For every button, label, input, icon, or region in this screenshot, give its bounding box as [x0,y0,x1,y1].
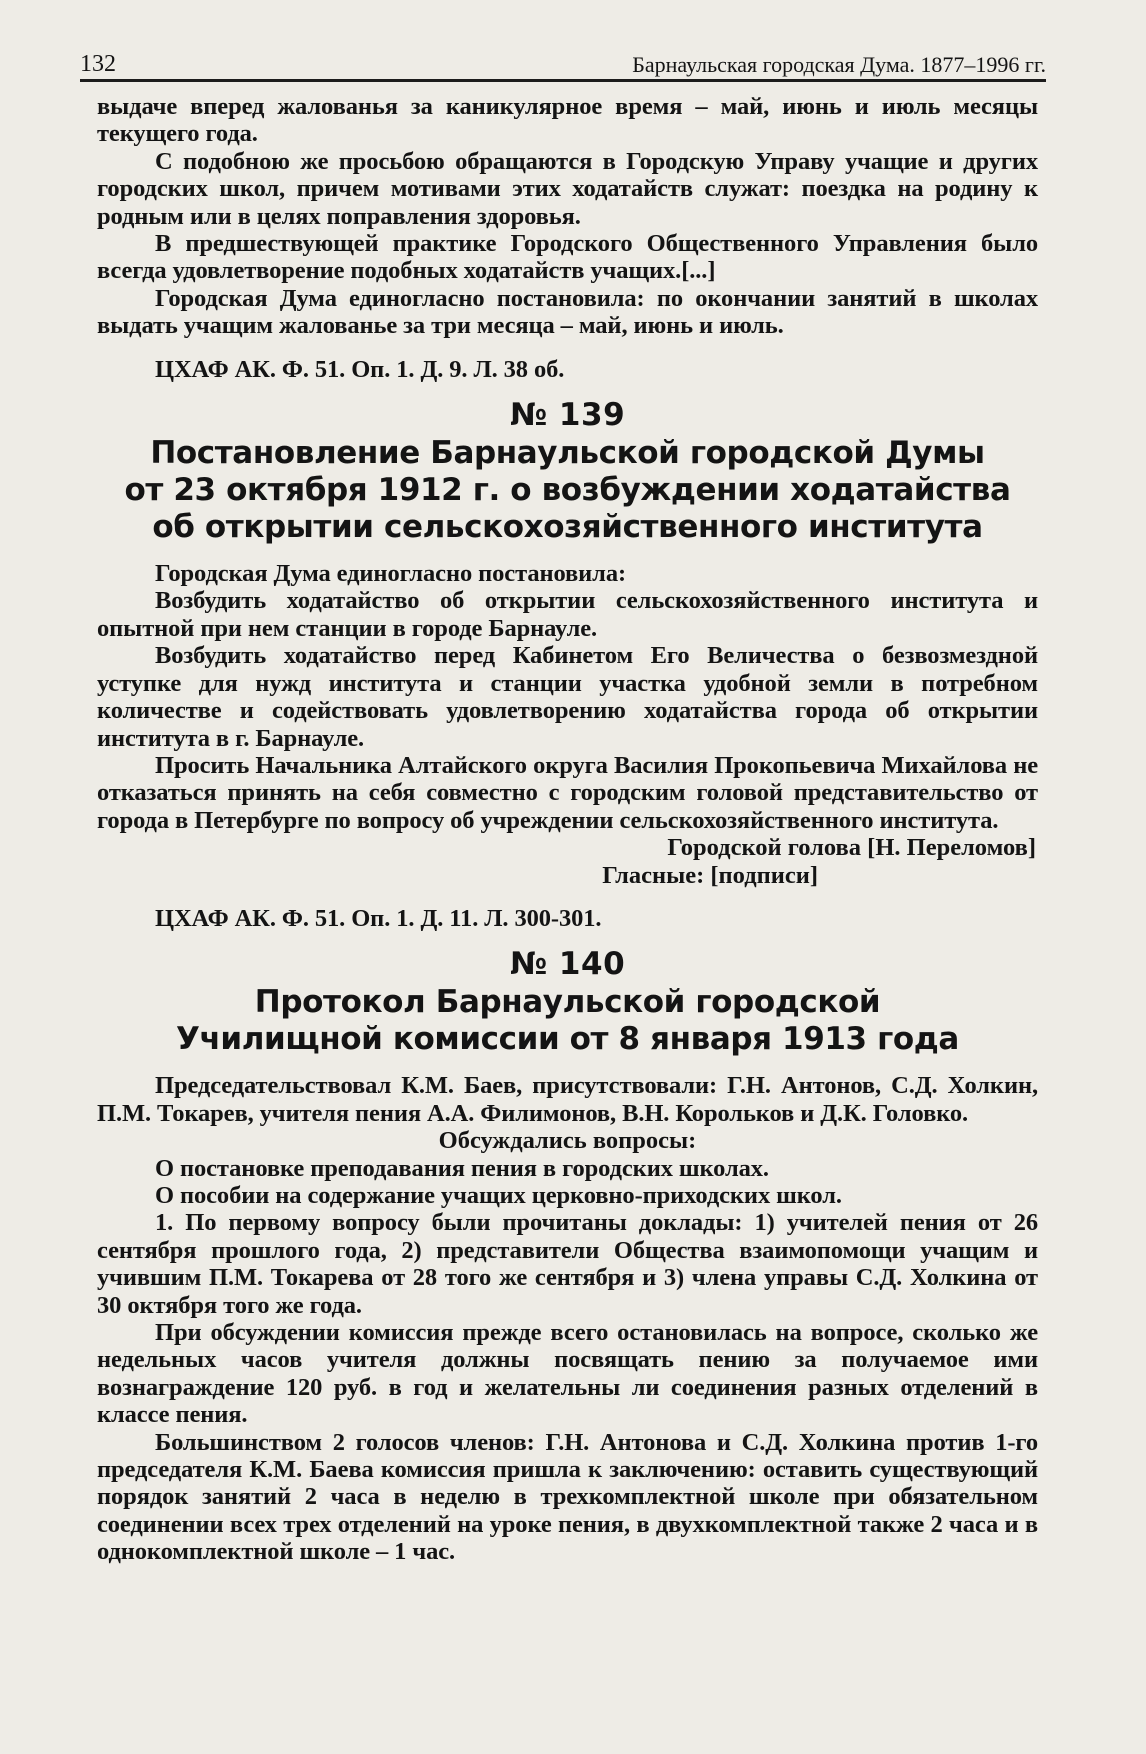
doc139-paragraph: Просить Начальника Алтайского округа Василия Прокопьевича Михайлова не отказаться принять на себя совместно с городским головой представительство от города в Петербурге по вопросу об учреждении сельскохозяйственного института. [97,751,1038,834]
document-number-140: № 140 [509,946,626,983]
title-line: Протокол Барнаульской городской [254,984,881,1021]
doc139-paragraph: Возбудить ходатайство об открытии сельскохозяйственного института и опытной при нем станции в городе Барнауле. [97,587,1038,642]
intro-paragraph: выдаче вперед жалованья за каникулярное время – май, июнь и июль месяцы текущего года. [97,93,1038,148]
intro-paragraph: В предшествующей практике Городского Общественного Управления было всегда удовлетворение подобных ходатайств учащих.[...] [97,230,1038,285]
doc140-paragraph: При обсуждении комиссия прежде всего остановилась на вопросе, сколько же недельных часов учителя должны посвящать пению за получаемое ими вознаграждение 120 руб. в год и желательны ли соединения разных отделений в классе пения. [97,1319,1038,1429]
header-rule [80,79,1046,82]
page-body [97,93,1038,1566]
signature-councillors: Гласные: [подписи] [602,861,818,889]
doc139-paragraph: Городская Дума единогласно постановила: [155,560,627,588]
document-number-139: № 139 [509,397,626,434]
document-title-140 [97,984,1038,1058]
document-title-139 [97,435,1038,546]
title-line: об открытии сельскохозяйственного института [152,509,983,546]
title-line: Училищной комиссии от 8 января 1913 года [176,1021,959,1058]
running-header [80,44,1046,78]
signature-block [97,834,1038,889]
archive-reference: ЦХАФ АК. Ф. 51. Оп. 1. Д. 11. Л. 300-301. [155,904,602,932]
archive-reference: ЦХАФ АК. Ф. 51. Оп. 1. Д. 9. Л. 38 об. [155,355,565,383]
agenda-item: О постановке преподавания пения в городских школах. [155,1154,769,1182]
doc140-paragraph: Большинством 2 голосов членов: Г.Н. Антонова и С.Д. Холкина против 1-го председателя К.М. Баева комиссия пришла к заключению: оставить существующий порядок занятий 2 часа в неделю в трехкомплектной школе при обязательном соединении всех трех отделений на уроке пения, в двухкомплектной также 2 часа и в однокомплектной школе – 1 час. [97,1428,1038,1566]
doc140-paragraph: 1. По первому вопросу были прочитаны доклады: 1) учителей пения от 26 сентября прошлого года, 2) представители Общества взаимопомощи учащим и учившим П.М. Токарева от 28 того же сентября и 3) члена управы С.Д. Холкина от 30 октября того же года. [97,1209,1038,1319]
running-title: Барнаульская городская Дума. 1877–1996 гг. [632,52,1046,77]
signature-mayor: Городской голова [Н. Переломов] [667,834,1036,862]
attendance-paragraph: Председательствовал К.М. Баев, присутствовали: Г.Н. Антонов, С.Д. Холкин, П.М. Токарев, учителя пения А.А. Филимонов, В.Н. Корольков и Д.К. Головко. [97,1072,1038,1127]
agenda-item: О пособии на содержание учащих церковно-приходских школ. [155,1181,842,1209]
title-line: Постановление Барнаульской городской Думы [150,435,985,472]
discussed-heading: Обсуждались вопросы: [438,1127,697,1155]
doc139-paragraph: Возбудить ходатайство перед Кабинетом Его Величества о безвозмездной уступке для нужд института и станции участка удобной земли в потребном количестве и содействовать удовлетворению ходатайства города об открытии института в г. Барнауле. [97,642,1038,752]
intro-paragraph: С подобною же просьбою обращаются в Городскую Управу учащие и других городских школ, причем мотивами этих ходатайств служат: поездка на родину к родным или в целях поправления здоровья. [97,147,1038,230]
page-number: 132 [80,51,116,77]
title-line: от 23 октября 1912 г. о возбуждении ходатайства [124,472,1011,509]
intro-paragraph: Городская Дума единогласно постановила: по окончании занятий в школах выдать учащим жалованье за три месяца – май, июнь и июль. [97,284,1038,340]
